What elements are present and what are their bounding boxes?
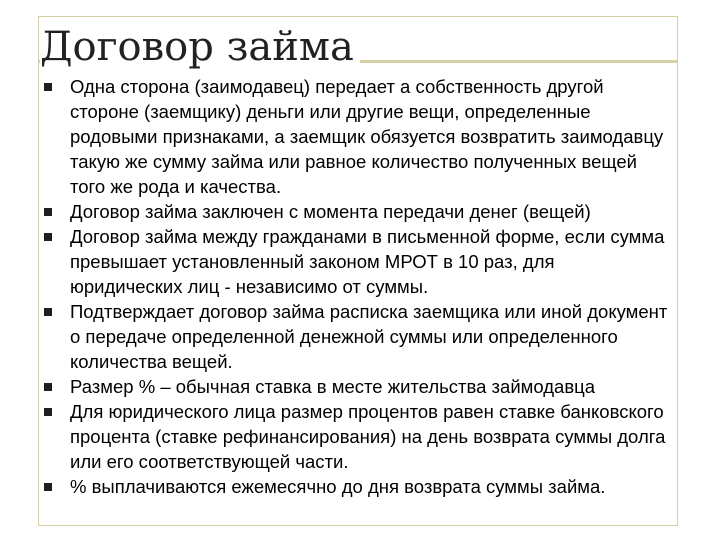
bullet-text: Договор займа заключен с момента передачи денег (вещей): [70, 201, 591, 222]
bullet-text: Одна сторона (заимодавец) передает а собственность другой стороне (заемщику) деньги или другие вещи, определенные родовыми признаками, а заемщик обязуется возвратить заимодавцу такую же сумму займа или равное количество полученных вещей того же рода и качества.: [70, 76, 664, 197]
square-bullet-icon: [44, 408, 52, 416]
bullet-item: [44, 199, 672, 224]
bullet-item: [44, 474, 672, 499]
bullet-item: [44, 224, 672, 299]
bullet-text: % выплачиваются ежемесячно до дня возврата суммы займа.: [70, 476, 606, 497]
bullet-text: Подтверждает договор займа расписка заемщика или иной документ о передаче определенной денежной суммы или определенного количества вещей.: [70, 301, 668, 372]
square-bullet-icon: [44, 308, 52, 316]
bullet-list: [44, 74, 672, 499]
bullet-item: [44, 374, 672, 399]
bullet-text: Для юридического лица размер процентов равен ставке банковского процента (ставке рефинансирования) на день возврата суммы долга или его соответствующей части.: [70, 401, 666, 472]
bullet-item: [44, 399, 672, 474]
square-bullet-icon: [44, 83, 52, 91]
square-bullet-icon: [44, 383, 52, 391]
square-bullet-icon: [44, 208, 52, 216]
square-bullet-icon: [44, 233, 52, 241]
bullet-text: Размер % – обычная ставка в месте жительства займодавца: [70, 376, 596, 397]
bullet-item: [44, 299, 672, 374]
slide-title: Договор займа: [40, 24, 360, 70]
square-bullet-icon: [44, 483, 52, 491]
bullet-text: Договор займа между гражданами в письменной форме, если сумма превышает установленный законом МРОТ в 10 раз, для юридических лиц - независимо от суммы.: [70, 226, 665, 297]
bullet-item: [44, 74, 672, 199]
